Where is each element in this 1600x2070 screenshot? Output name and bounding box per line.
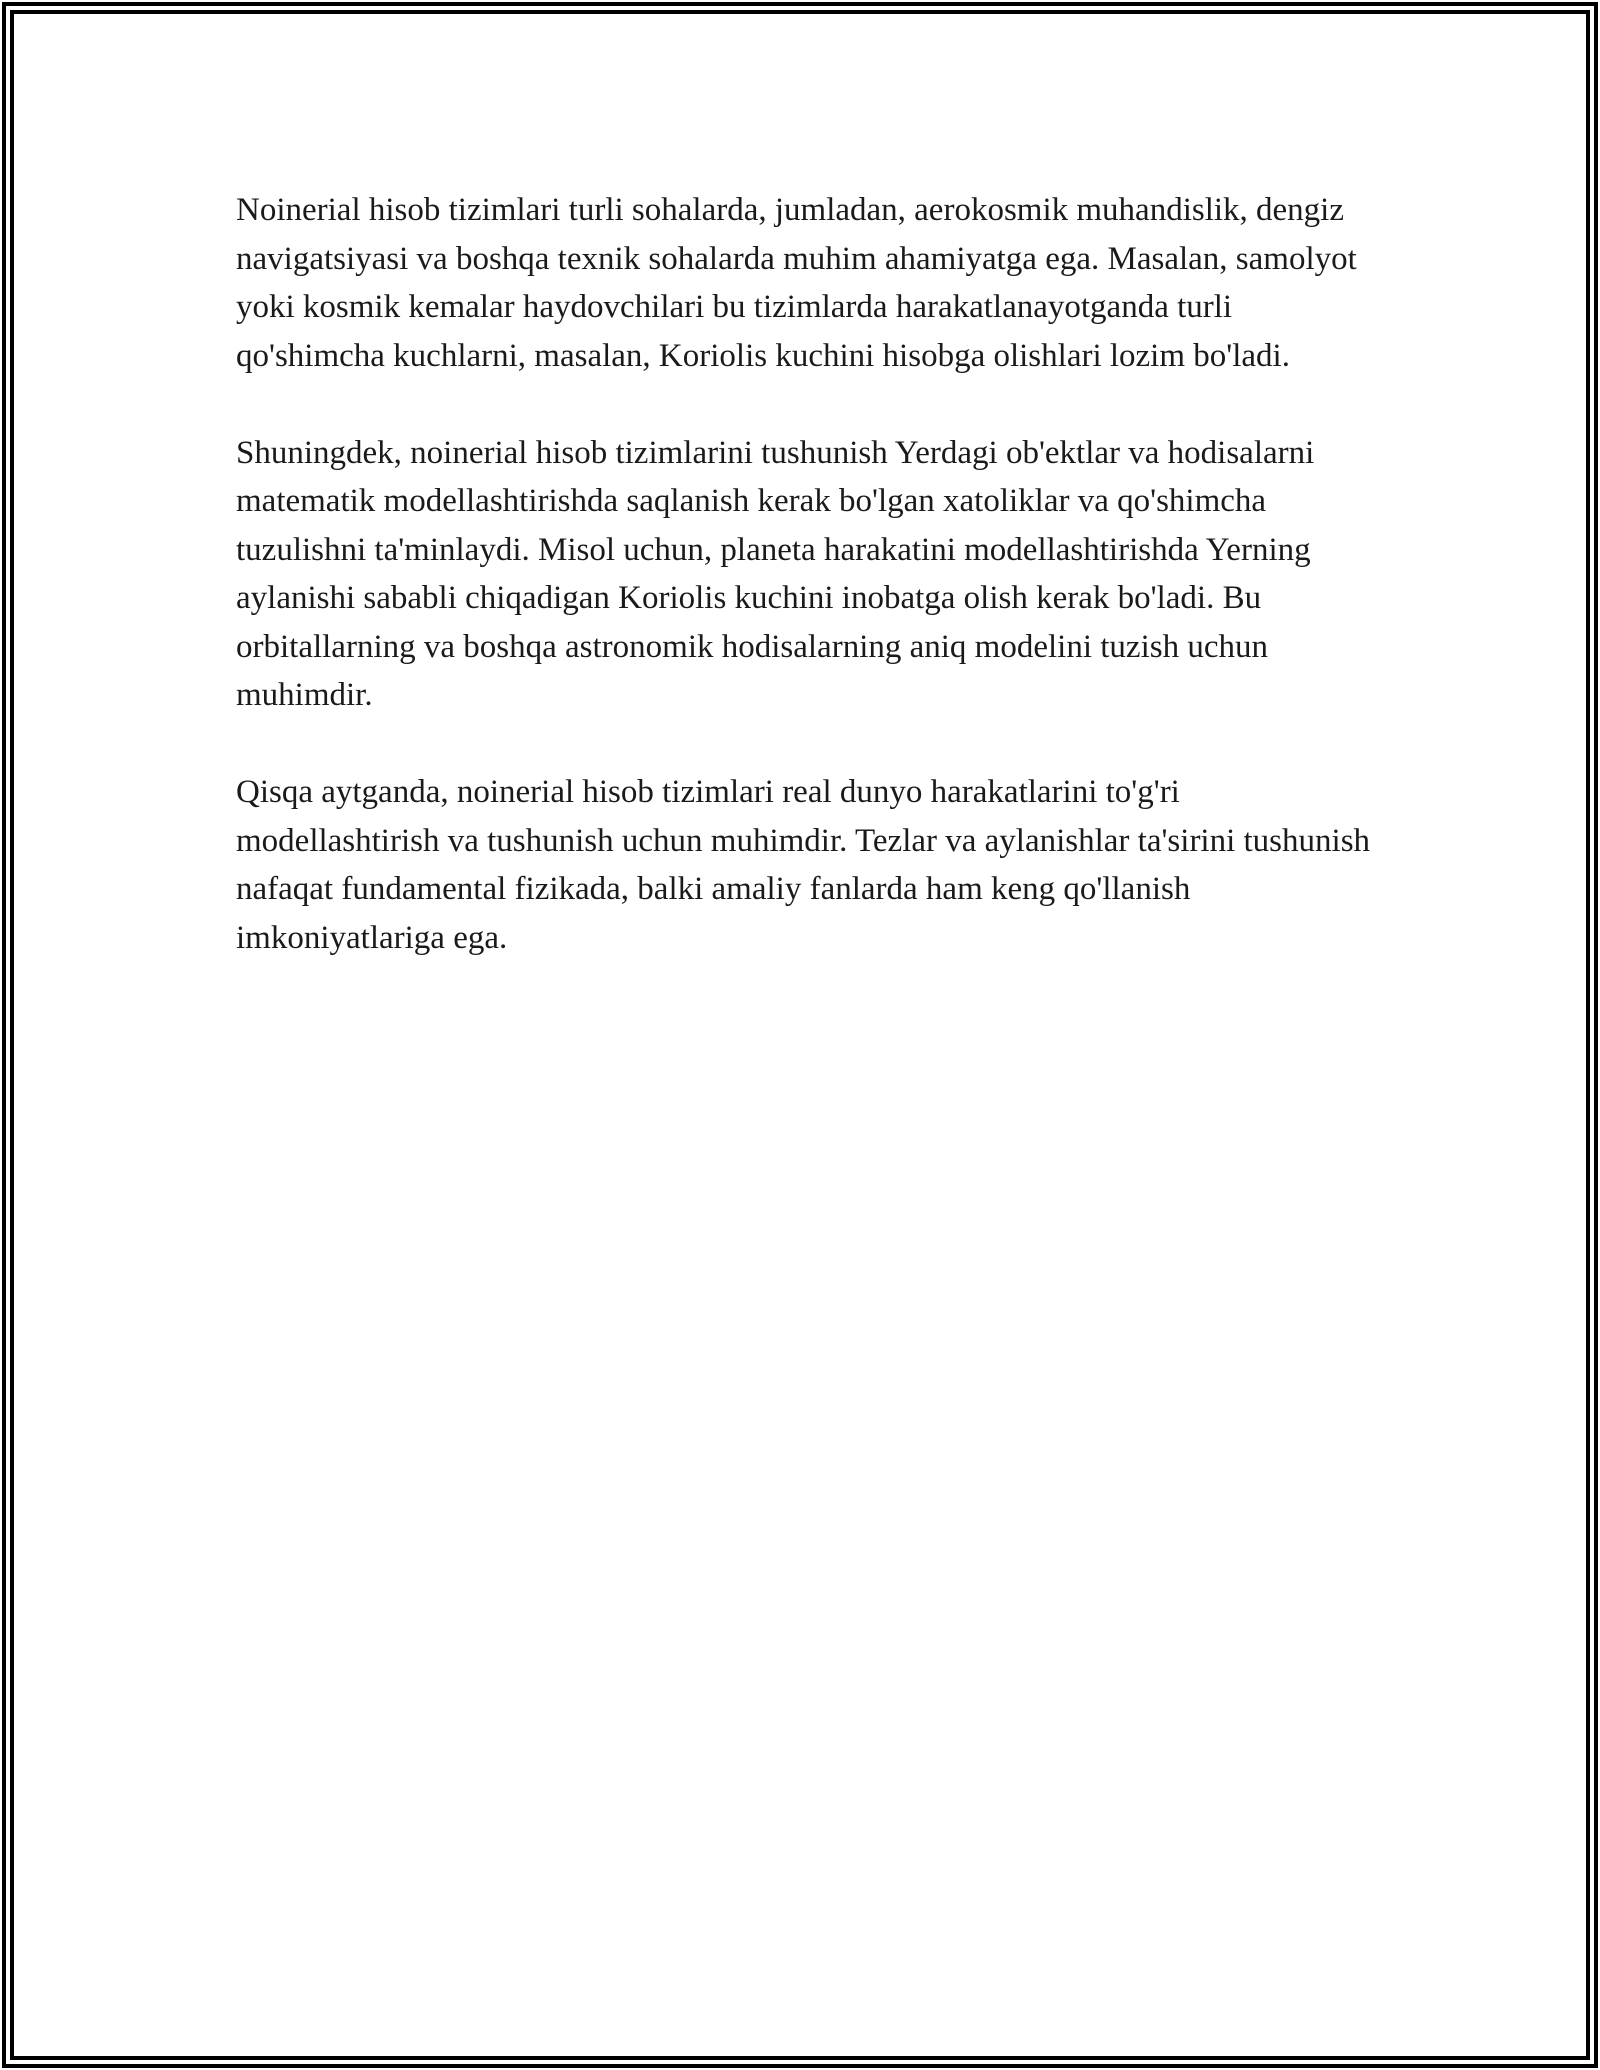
document-body — [236, 186, 1376, 962]
paragraph-1: Noinerial hisob tizimlari turli sohalarda, jumladan, aerokosmik muhandislik, dengiz navigatsiyasi va boshqa texnik sohalarda muhim ahamiyatga ega. Masalan, samolyot yoki kosmik kemalar haydovchilari bu tizimlarda harakatlanayotganda turli qo'shimcha kuchlarni, masalan, Koriolis kuchini hisobga olishlari lozim bo'ladi. — [236, 192, 1357, 374]
paragraph-2: Shuningdek, noinerial hisob tizimlarini tushunish Yerdagi ob'ektlar va hodisalarni matematik modellashtirishda saqlanish kerak bo'lgan xatoliklar va qo'shimcha tuzulishni ta'minlaydi. Misol uchun, planeta harakatini modellashtirishda Yerning aylanishi sababli chiqadigan Koriolis kuchini inobatga olish kerak bo'ladi. Bu orbitallarning va boshqa astronomik hodisalarning aniq modelini tuzish uchun muhimdir. — [236, 434, 1315, 713]
paragraph-3: Qisqa aytganda, noinerial hisob tizimlari real dunyo harakatlarini to'g'ri modellashtirish va tushunish uchun muhimdir. Tezlar va aylanishlar ta'sirini tushunish nafaqat fundamental fizikada, balki amaliy fanlarda ham keng qo'llanish imkoniyatlariga ega. — [236, 774, 1371, 956]
